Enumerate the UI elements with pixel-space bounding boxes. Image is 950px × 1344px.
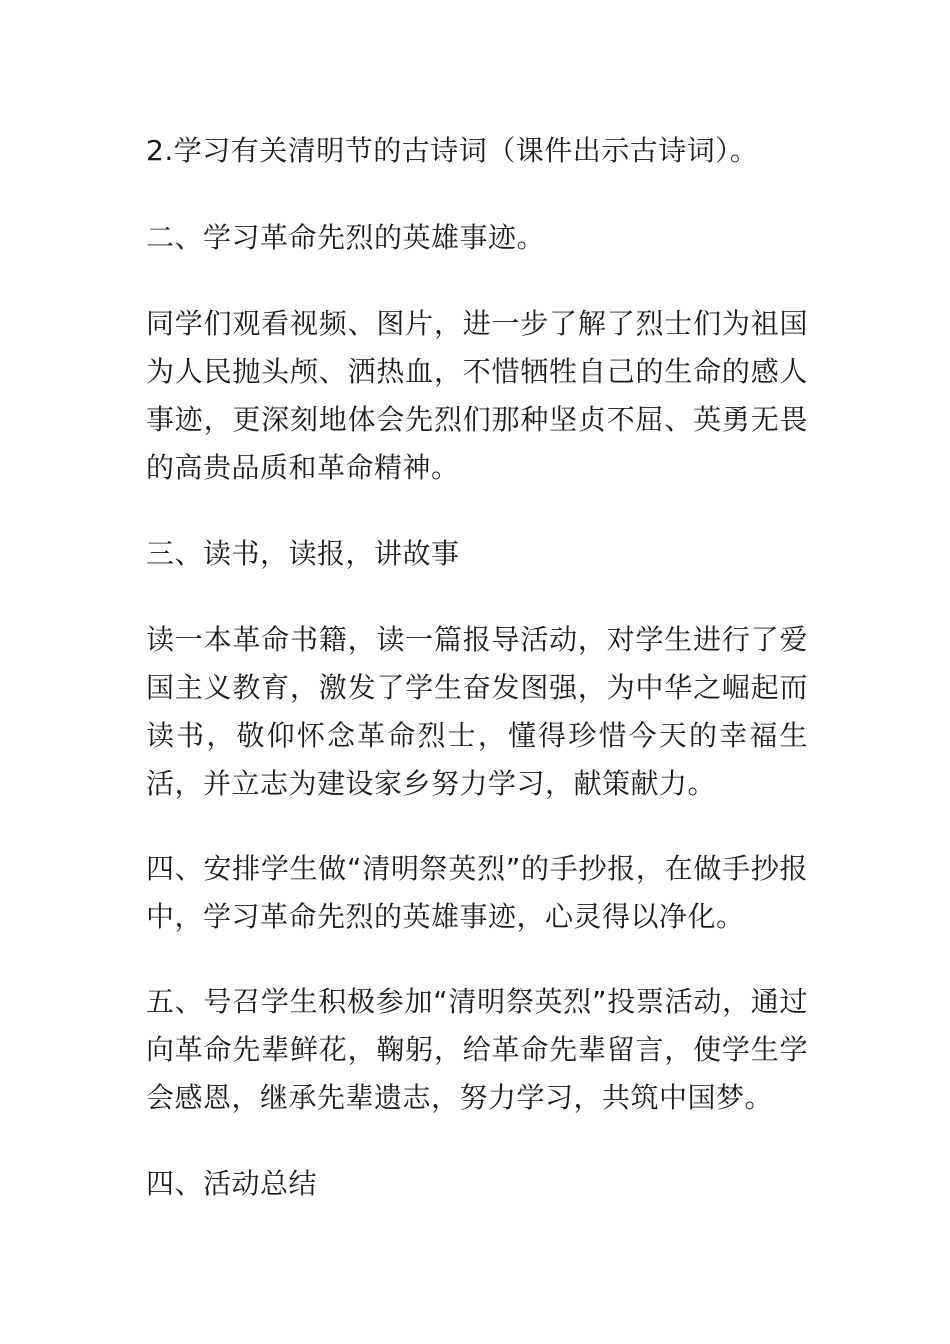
heading-section-two: 二、学习革命先烈的英雄事迹。 bbox=[146, 221, 546, 254]
heading-activity-summary: 四、活动总结 bbox=[146, 1167, 318, 1200]
paragraph-ancient-poems: 2.学习有关清明节的古诗词（课件出示古诗词）。 bbox=[146, 134, 759, 167]
heading-section-three: 三、读书，读报，讲故事 bbox=[146, 537, 460, 570]
paragraph-voting-activity: 五、号召学生积极参加“清明祭英烈”投票活动，通过向革命先辈鲜花，鞠躬，给革命先辈留言，使学生学会感恩，继承先辈遗志，努力学习，共筑中国梦。 bbox=[146, 985, 808, 1114]
paragraph-reading: 读一本革命书籍，读一篇报导活动，对学生进行了爱国主义教育，激发了学生奋发图强，为中华之崛起而读书，敬仰怀念革命烈士，懂得珍惜今天的幸福生活，并立志为建设家乡努力学习，献策献力。 bbox=[146, 623, 808, 800]
paragraph-handwritten-newspaper: 四、安排学生做“清明祭英烈”的手抄报，在做手抄报中，学习革命先烈的英雄事迹，心灵得以净化。 bbox=[146, 852, 808, 933]
document-body bbox=[146, 126, 808, 1246]
paragraph-video-images: 同学们观看视频、图片，进一步了解了烈士们为祖国为人民抛头颅、洒热血，不惜牺牲自己的生命的感人事迹，更深刻地体会先烈们那种坚贞不屈、英勇无畏的高贵品质和革命精神。 bbox=[146, 307, 808, 484]
